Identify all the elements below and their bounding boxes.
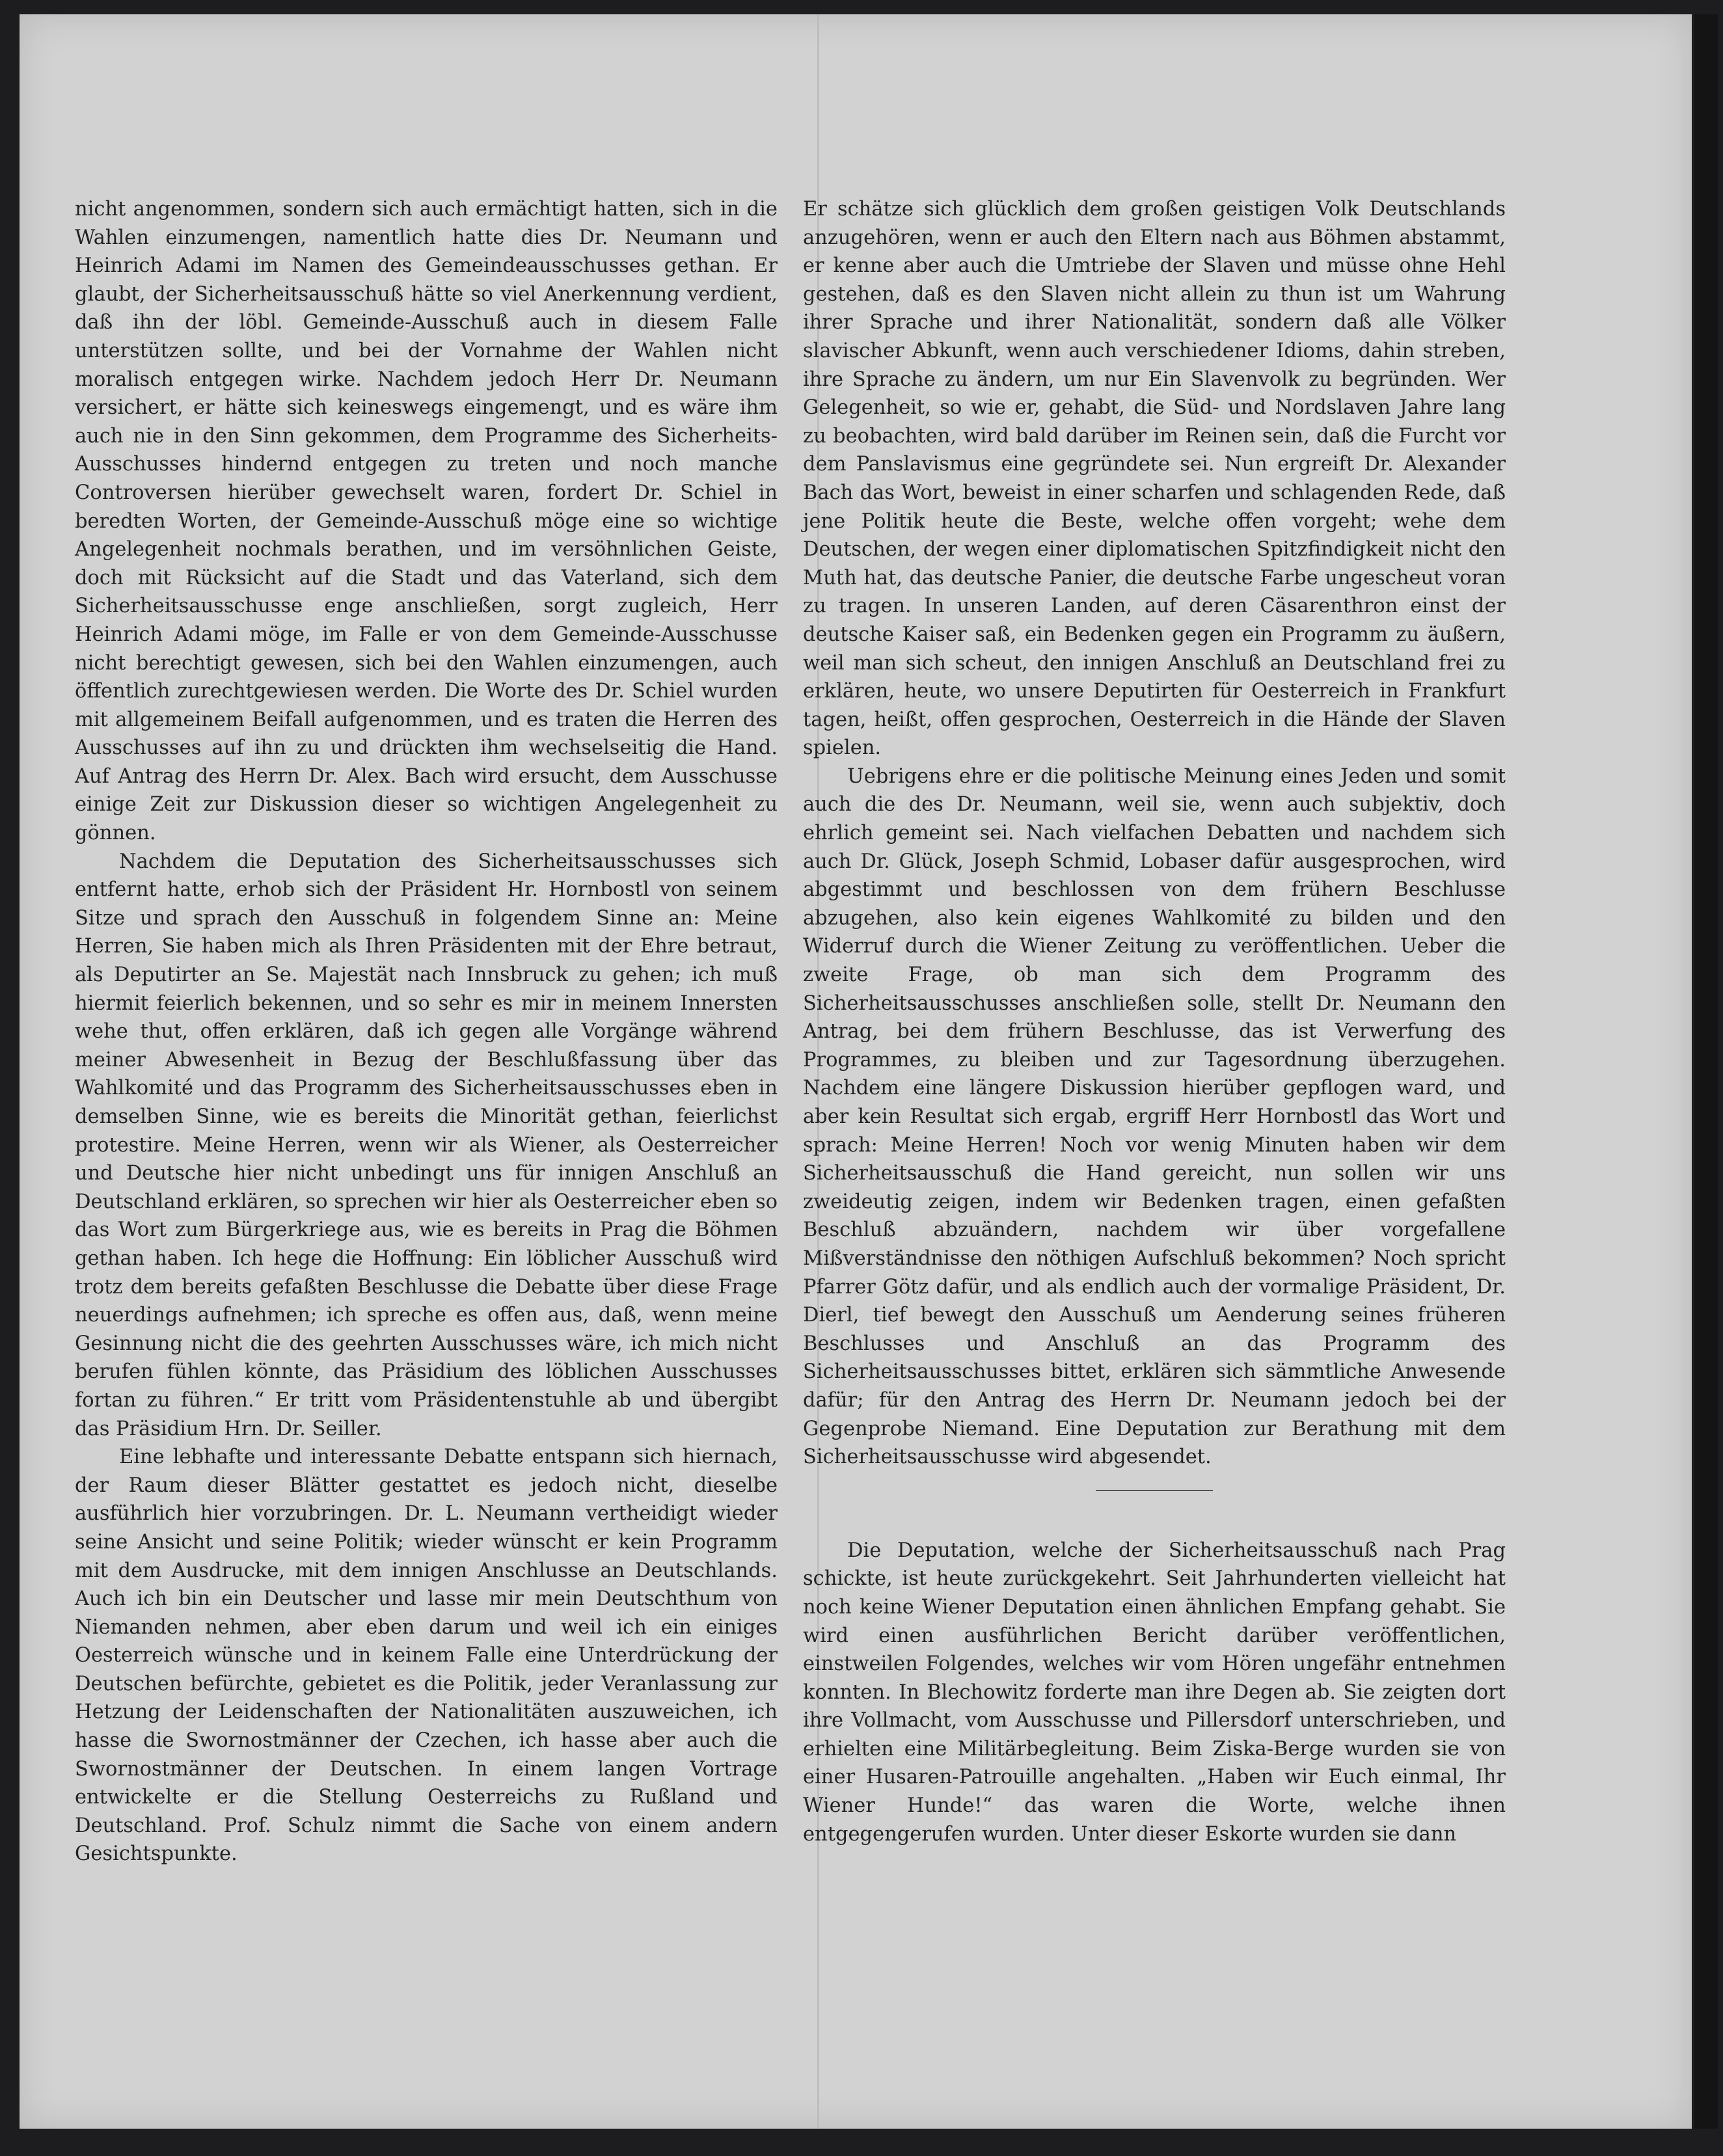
section-separator (1096, 1490, 1213, 1491)
right-column (803, 195, 1506, 1848)
left-paragraph-2: Nachdem die Deputation des Sicherheitsausschusses sich entfernt hatte, erhob sich der Präsident Hr. Hornbostl von seinem Sitze und sprach den Ausschuß in folgendem Sinne an: Meine Herren, Sie haben mich als Ihren Präsidenten mit der Ehre betraut, als Deputirter an Se. Majestät nach Innsbruck zu gehen; ich muß hiermit feierlich bekennen, und so sehr es mir in meinem Innersten wehe thut, offen erklären, daß ich gegen alle Vorgänge während meiner Abwesenheit in Bezug der Beschlußfassung über das Wahlkomité und das Programm des Sicherheitsausschusses eben in demselben Sinne, wie es bereits die Minorität gethan, feierlichst protestire. Meine Herren, wenn wir als Wiener, als Oesterreicher und Deutsche hier nicht unbedingt uns für innigen Anschluß an Deutschland erklären, so sprechen wir hier als Oesterreicher eben so das Wort zum Bürgerkriege aus, wie es bereits in Prag die Böhmen gethan haben. Ich hege die Hoffnung: Ein löblicher Ausschuß wird trotz dem bereits gefaßten Beschlusse die Debatte über diese Frage neuerdings aufnehmen; ich spreche es offen aus, daß, wenn meine Gesinnung nicht die des geehrten Ausschusses wäre, ich mich nicht berufen fühlen könnte, das Präsidium des löblichen Ausschusses fortan zu führen.“ Er tritt vom Präsidentenstuhle ab und übergibt das Präsidium Hrn. Dr. Seiller. (75, 850, 778, 1440)
right-paragraph-1: Er schätze sich glücklich dem großen geistigen Volk Deutschlands anzugehören, wenn er auch den Eltern nach aus Böhmen abstammt, er kenne aber auch die Umtriebe der Slaven und müsse ohne Hehl gestehen, daß es den Slaven nicht allein zu thun ist um Wahrung ihrer Sprache und ihrer Nationalität, sondern daß alle Völker slavischer Abkunft, wenn auch verschiedener Idioms, dahin streben, ihre Sprache zu ändern, um nur Ein Slavenvolk zu begründen. Wer Gelegenheit, so wie er, gehabt, die Süd- und Nordslaven Jahre lang zu beobachten, wird bald darüber im Reinen sein, daß die Furcht vor dem Panslavismus eine gegründete sei. Nun ergreift Dr. Alexander Bach das Wort, beweist in einer scharfen und schlagenden Rede, daß jene Politik heute die Beste, welche offen vorgeht; wehe dem Deutschen, der wegen einer diplomatischen Spitzfindigkeit nicht den Muth hat, das deutsche Panier, die deutsche Farbe ungescheut voran zu tragen. In unseren Landen, auf deren Cäsarenthron einst der deutsche Kaiser saß, ein Bedenken gegen ein Programm zu äußern, weil man sich scheut, den innigen Anschluß an Deutschland frei zu erklären, heute, wo unsere Deputirten für Oesterreich in Frankfurt tagen, heißt, offen gesprochen, Oesterreich in die Hände der Slaven spielen. (803, 198, 1506, 760)
scan-border (1694, 14, 1718, 2129)
left-paragraph-1: nicht angenommen, sondern sich auch ermächtigt hatten, sich in die Wahlen einzumengen, namentlich hatte dies Dr. Neumann und Heinrich Adami im Namen des Gemeindeausschusses gethan. Er glaubt, der Sicherheitsausschuß hätte so viel Anerkennung verdient, daß ihn der löbl. Gemeinde-Ausschuß auch in diesem Falle unterstützen sollte, und bei der Vornahme der Wahlen nicht moralisch entgegen wirke. Nachdem jedoch Herr Dr. Neumann versichert, er hätte sich keineswegs eingemengt, und es wäre ihm auch nie in den Sinn gekommen, dem Programme des Sicherheits-Ausschusses hindernd entgegen zu treten und noch manche Controversen hierüber gewechselt waren, fordert Dr. Schiel in beredten Worten, der Gemeinde-Ausschuß möge eine so wichtige Angelegenheit nochmals berathen, und im versöhnlichen Geiste, doch mit Rücksicht auf die Stadt und das Vaterland, sich dem Sicherheitsausschusse enge anschließen, sorgt zugleich, Herr Heinrich Adami möge, im Falle er von dem Gemeinde-Ausschusse nicht berechtigt gewesen, sich bei den Wahlen einzumengen, auch öffentlich zurechtgewiesen werden. Die Worte des Dr. Schiel wurden mit allgemeinem Beifall aufgenommen, und es traten die Herren des Ausschusses auf ihn zu und drückten ihm wechselseitig die Hand. Auf Antrag des Herrn Dr. Alex. Bach wird ersucht, dem Ausschusse einige Zeit zur Diskussion dieser so wichtigen Angelegenheit zu gönnen. (75, 198, 778, 845)
left-paragraph-3: Eine lebhafte und interessante Debatte entspann sich hiernach, der Raum dieser Blätter gestattet es jedoch nicht, dieselbe ausführlich hier vorzubringen. Dr. L. Neumann vertheidigt wieder seine Ansicht und seine Politik; wieder wünscht er kein Programm mit dem Ausdrucke, mit dem innigen Anschlusse an Deutschlands. Auch ich bin ein Deutscher und lasse mir mein Deutschthum von Niemanden nehmen, aber eben darum und weil ich ein einiges Oesterreich wünsche und in keinem Falle eine Unterdrückung der Deutschen befürchte, gebietet es die Politik, jeder Veranlassung zur Hetzung der Leidenschaften der Nationalitäten auszuweichen, ich hasse die Swornostmänner der Czechen, ich hasse aber auch die Swornostmänner der Deutschen. In einem langen Vortrage entwickelte er die Stellung Oesterreichs zu Rußland und Deutschland. Prof. Schulz nimmt die Sache von einem andern Gesichtspunkte. (75, 1446, 778, 1866)
right-paragraph-3: Die Deputation, welche der Sicherheitsausschuß nach Prag schickte, ist heute zurückgekehrt. Seit Jahrhunderten vielleicht hat noch keine Wiener Deputation einen ähnlichen Empfang gehabt. Sie wird einen ausführlichen Bericht darüber veröffentlichen, einstweilen Folgendes, welches wir vom Hören ungefähr entnehmen konnten. In Blechowitz forderte man ihre Degen ab. Sie zeigten dort ihre Vollmacht, vom Ausschusse und Pillersdorf unterschrieben, und erhielten eine Militärbegleitung. Beim Ziska-Berge wurden sie von einer Husaren-Patrouille angehalten. „Haben wir Euch einmal, Ihr Wiener Hunde!“ das waren die Worte, welche ihnen entgegengerufen wurden. Unter dieser Eskorte wurden sie dann (803, 1539, 1506, 1846)
right-paragraph-2: Uebrigens ehre er die politische Meinung eines Jeden und somit auch die des Dr. Neumann, weil sie, wenn auch subjektiv, doch ehrlich gemeint sei. Nach vielfachen Debatten und nachdem sich auch Dr. Glück, Joseph Schmid, Lobaser dafür ausgesprochen, wird abgestimmt und beschlossen von dem frühern Beschlusse abzugehen, also kein eigenes Wahlkomité zu bilden und den Widerruf durch die Wiener Zeitung zu veröffentlichen. Ueber die zweite Frage, ob man sich dem Programm des Sicherheitsausschusses anschließen solle, stellt Dr. Neumann den Antrag, bei dem frühern Beschlusse, das ist Verwerfung des Programmes, zu bleiben und zur Tagesordnung überzugehen. Nachdem eine längere Diskussion hierüber gepflogen ward, und aber kein Resultat sich ergab, ergriff Herr Hornbostl das Wort und sprach: Meine Herren! Noch vor wenig Minuten haben wir dem Sicherheitsausschuß die Hand gereicht, nun sollen wir uns zweideutig zeigen, indem wir Bedenken tragen, einen gefaßten Beschluß abzuändern, nachdem wir über vorgefallene Mißverständnisse den nöthigen Aufschluß bekommen? Noch spricht Pfarrer Götz dafür, und als endlich auch der vormalige Präsident, Dr. Dierl, tief bewegt den Ausschuß um Aenderung seines früheren Beschlusses und Anschluß an das Programm des Sicherheitsausschusses bittet, erklären sich sämmtliche Anwesende dafür; für den Antrag des Herrn Dr. Neumann jedoch bei der Gegenprobe Niemand. Eine Deputation zur Berathung mit dem Sicherheitsausschusse wird abgesendet. (803, 764, 1506, 1469)
left-column (75, 195, 778, 1868)
